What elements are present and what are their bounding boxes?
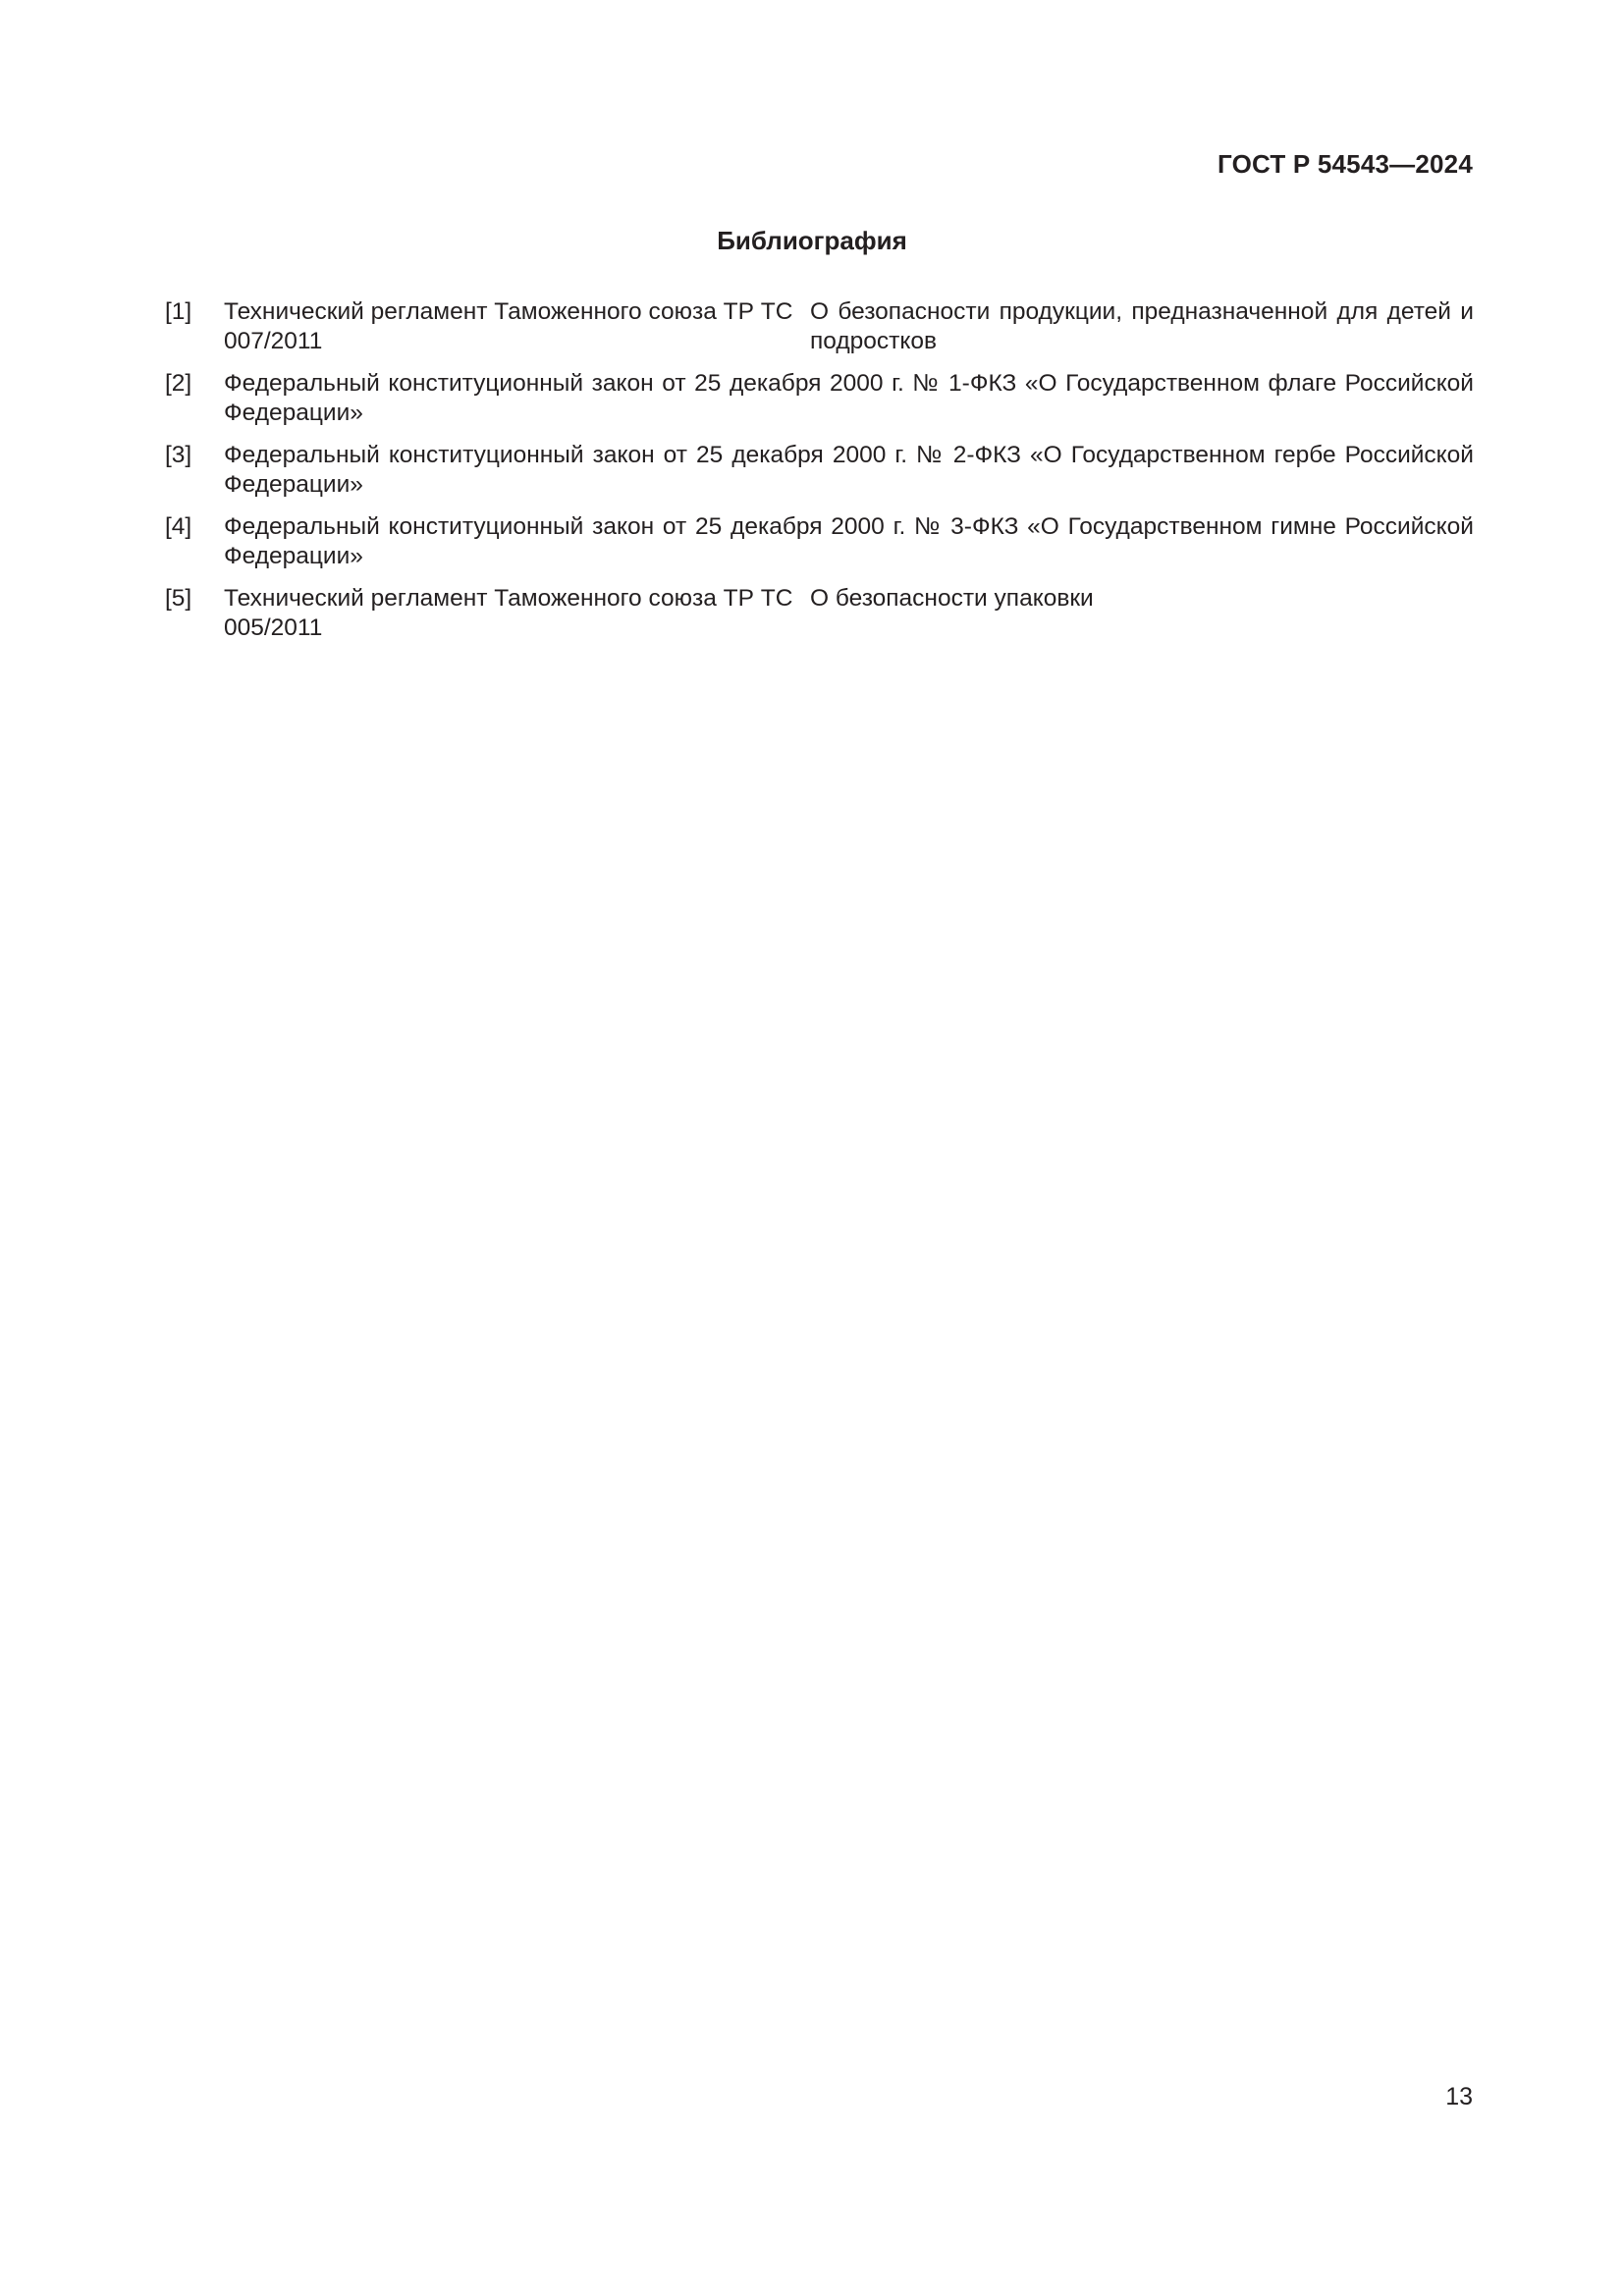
bibliography-list [165, 297, 1474, 656]
bibliography-item-title: О безопасности упаковки [810, 585, 1094, 612]
bibliography-item-number: [5] [165, 585, 192, 612]
document-code: ГОСТ Р 54543—2024 [1218, 149, 1473, 179]
bibliography-item-text: Федеральный конституционный закон от 25 декабря 2000 г. № 2-ФКЗ «О Государственном гербе Российской Федерации» [224, 442, 1474, 498]
bibliography-item-number: [3] [165, 442, 192, 468]
bibliography-item-number: [4] [165, 513, 192, 540]
bibliography-item-source: Технический регламент Таможенного союза ТР ТС 005/2011 [224, 585, 793, 641]
bibliography-item-text: Федеральный конституционный закон от 25 декабря 2000 г. № 3-ФКЗ «О Государственном гимне Российской Федерации» [224, 513, 1474, 569]
bibliography-item-number: [2] [165, 370, 192, 397]
bibliography-item-number: [1] [165, 298, 192, 325]
bibliography-item [165, 584, 1474, 643]
bibliography-item [165, 297, 1474, 356]
bibliography-item-title: О безопасности продукции, предназначенной для детей и подростков [810, 298, 1474, 354]
bibliography-item [165, 369, 1474, 428]
page-number: 13 [1445, 2083, 1473, 2110]
bibliography-item [165, 512, 1474, 571]
section-title: Библиография [717, 226, 907, 255]
bibliography-item-text: Федеральный конституционный закон от 25 декабря 2000 г. № 1-ФКЗ «О Государственном флаге Российской Федерации» [224, 370, 1474, 426]
bibliography-item-row [224, 297, 1474, 356]
bibliography-item [165, 441, 1474, 500]
bibliography-item-source: Технический регламент Таможенного союза ТР ТС 007/2011 [224, 298, 793, 354]
bibliography-item-row [224, 584, 1474, 643]
